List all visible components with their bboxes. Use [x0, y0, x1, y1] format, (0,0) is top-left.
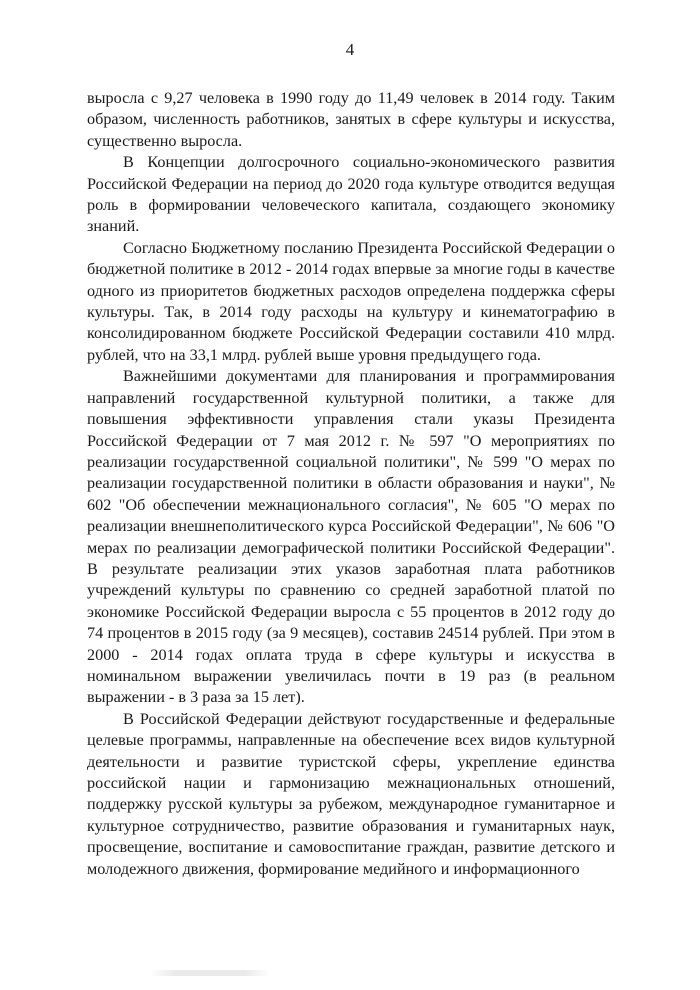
paragraph-presidential-decrees: Важнейшими документами для планирования и программирования направлений государственной культурной политики, а также для повышения эффективности управления стали указы Президента Российской Федерации от 7 мая 2012 г. № 597 "О мероприятиях по реализации государственной социальной политики", № 599 "О мерах по реализации государственной политики в области образования и науки", № 602 "Об обеспечении межнационального согласия", № 605 "О мерах по реализации внешнеполитического курса Российской Федерации", № 606 "О мерах по реализации демографической политики Российской Федерации". В результате реализации этих указов заработная плата работников учреждений культуры по сравнению со средней заработной платой по экономике Российской Федерации выросла с 55 процентов в 2012 году до 74 процентов в 2015 году (за 9 месяцев), составив 24514 рублей. При этом в 2000 - 2014 годах оплата труда в сфере культуры и искусства в номинальном выражении увеличилась почти в 19 раз (в реальном выражении - в 3 раза за 15 лет).: [87, 367, 615, 707]
paragraph-budget-message: Согласно Бюджетному посланию Президента Российской Федерации о бюджетной политике в 2012 - 2014 годах впервые за многие годы в качестве одного из приоритетов бюджетных расходов определена поддержка сферы культуры. Так, в 2014 году расходы на культуру и кинематографию в консолидированном бюджете Российской Федерации составили 410 млрд. рублей, что на 33,1 млрд. рублей выше уровня предыдущего года.: [87, 238, 615, 364]
paragraph-target-programs: В Российской Федерации действуют государственные и федеральные целевые программы, направленные на обеспечение всех видов культурной деятельности и развитие туристской сферы, укрепление единства российской нации и гармонизацию межнациональных отношений, поддержку русской культуры за рубежом, международное гуманитарное и культурное сотрудничество, развитие образования и гуманитарных наук, просвещение, воспитание и самовоспитание граждан, развитие детского и молодежного движения, формирование медийного и информационного: [87, 709, 615, 878]
document-body: [87, 88, 615, 880]
page-number: 4: [345, 40, 355, 59]
paragraph-continuation: выросла с 9,27 человека в 1990 году до 11,49 человек в 2014 году. Таким образом, численность работников, занятых в сфере культуры и искусства, существенно выросла.: [87, 89, 615, 150]
paragraph-concept: В Концепции долгосрочного социально-экономического развития Российской Федерации на период до 2020 года культуре отводится ведущая роль в формировании человеческого капитала, создающего экономику знаний.: [87, 153, 615, 236]
scan-artifact: [150, 970, 270, 976]
